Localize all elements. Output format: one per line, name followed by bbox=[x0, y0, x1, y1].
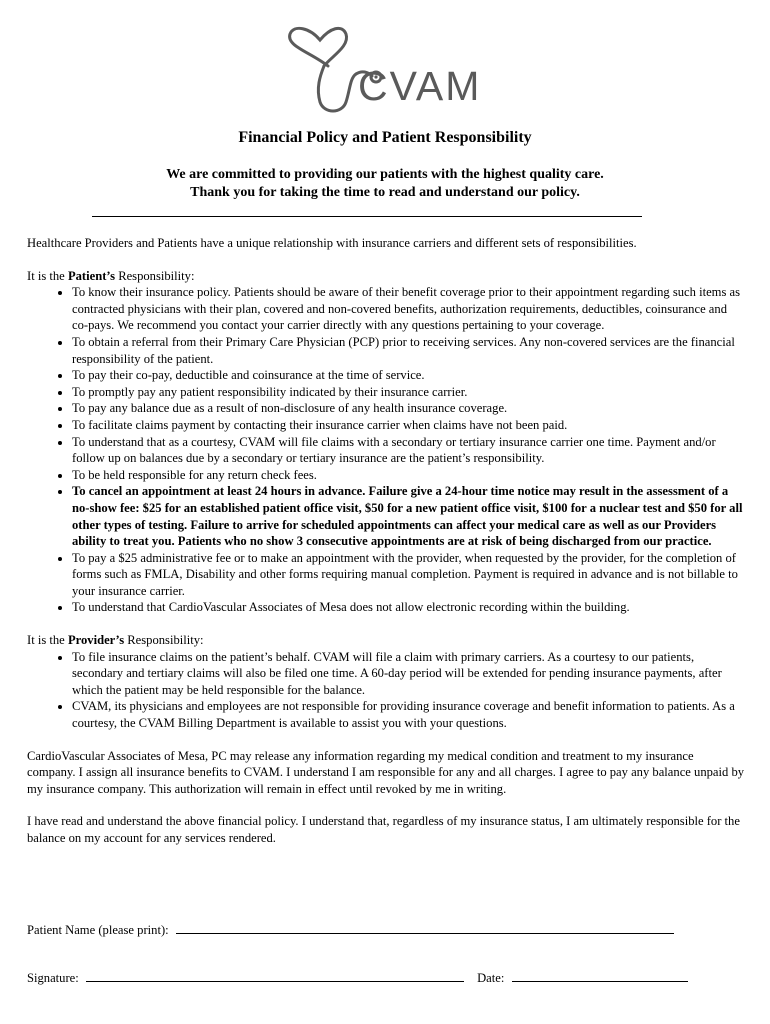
patient-name-label: Patient Name (please print): bbox=[27, 923, 169, 937]
list-item-cancellation-policy: • To cancel an appointment at least 24 hours in advance. Failure give a 24-hour time notice may result in the assessment of a no-show fee: $25 for an established patient office visit, $50 for a new patient office visit, $100 for a nuclear test and $50 for all other types of testing. Failure to arrive for scheduled appointments can affect your medical care as well as our Providers ability to treat you. Patients who no show 3 consecutive appointments are at risk of being discharged from our practice. bbox=[72, 483, 745, 549]
signature-row bbox=[27, 969, 688, 987]
list-item: • To facilitate claims payment by contacting their insurance carrier when claims have not been paid. bbox=[72, 417, 745, 434]
commitment-line-2: Thank you for taking the time to read and understand our policy. bbox=[190, 185, 580, 200]
patient-name-row bbox=[27, 921, 674, 939]
provider-responsibility-heading bbox=[27, 632, 745, 649]
authorization-paragraph: CardioVascular Associates of Mesa, PC may release any information regarding my medical condition and treatment to my insurance company. I assign all insurance benefits to CVAM. I understand I am responsible for any and all charges. I agree to pay any balance unpaid by my insurance company. This authorization will remain in effect until revoked by me in writing. bbox=[27, 748, 745, 796]
acknowledgement-paragraph: I have read and understand the above financial policy. I understand that, regardless of my insurance status, I am ultimately responsible for the balance on my account for any services rendered. bbox=[27, 814, 740, 845]
list-item: • To pay a $25 administrative fee or to make an appointment with the provider, when requested by the provider, for the completion of forms such as FMLA, Disability and other forms requiring manual completion. Payment is required in advance and is not billable to your insurance carrier. bbox=[72, 550, 745, 600]
heading-suffix: Responsibility: bbox=[115, 268, 195, 283]
page-title: Financial Policy and Patient Responsibility bbox=[238, 129, 532, 146]
list-item: • To obtain a referral from their Primary Care Physician (PCP) prior to receiving services. Any non-covered services are the financial responsibility of the patient. bbox=[72, 334, 745, 367]
date-field[interactable] bbox=[512, 969, 688, 982]
heading-suffix: Responsibility: bbox=[124, 633, 204, 648]
heading-bold: Patient’s bbox=[67, 268, 116, 283]
list-item: • To file insurance claims on the patient’s behalf. CVAM will file a claim with primary carriers. As a courtesy to our patients, secondary and tertiary claims will also be filed one time. A 60-day period will be extended for pending insurance payments, after which the patient may be held responsible for the balance. bbox=[72, 649, 745, 699]
divider bbox=[92, 216, 642, 217]
list-item: • To pay their co-pay, deductible and coinsurance at the time of service. bbox=[72, 367, 745, 384]
list-item: • To understand that as a courtesy, CVAM will file claims with a secondary or tertiary insurance carrier one time. Payment and/or follow up on balances due by a secondary or tertiary insurance are the patient’s responsibility. bbox=[72, 434, 745, 467]
list-item: • To pay any balance due as a result of non-disclosure of any health insurance coverage. bbox=[72, 400, 745, 417]
list-item: • To understand that CardioVascular Associates of Mesa does not allow electronic recording within the building. bbox=[72, 599, 745, 616]
list-item: • To promptly pay any patient responsibility indicated by their insurance carrier. bbox=[72, 384, 745, 401]
list-item: • CVAM, its physicians and employees are not responsible for providing insurance coverage and benefit information to patients. As a courtesy, the CVAM Billing Department is available to assist you with your questions. bbox=[72, 698, 745, 731]
patient-name-field[interactable] bbox=[176, 921, 674, 934]
provider-responsibility-list bbox=[27, 649, 745, 732]
heading-prefix: It is the bbox=[27, 268, 68, 283]
patient-responsibility-heading bbox=[27, 268, 745, 285]
signature-field[interactable] bbox=[86, 969, 464, 982]
heading-prefix: It is the bbox=[27, 633, 68, 648]
date-label: Date: bbox=[477, 971, 505, 985]
signature-label: Signature: bbox=[27, 971, 79, 985]
policy-body bbox=[27, 235, 745, 863]
commitment-statement bbox=[0, 166, 770, 202]
logo-text: CVAM bbox=[358, 63, 482, 109]
intro-paragraph: Healthcare Providers and Patients have a unique relationship with insurance carriers and different sets of responsibilities. bbox=[27, 236, 637, 250]
heading-bold: Provider’s bbox=[67, 633, 125, 648]
patient-responsibility-list bbox=[27, 284, 745, 616]
list-item: • To know their insurance policy. Patients should be aware of their benefit coverage prior to their appointment regarding such items as contracted physicians with their plan, covered and non-covered benefits, authorization requirements, deductibles, coinsurance and co-pays. We recommend you contact your carrier directly with any questions pertaining to your coverage. bbox=[72, 284, 745, 334]
commitment-line-1: We are committed to providing our patients with the highest quality care. bbox=[166, 167, 604, 182]
list-item: • To be held responsible for any return check fees. bbox=[72, 467, 745, 484]
